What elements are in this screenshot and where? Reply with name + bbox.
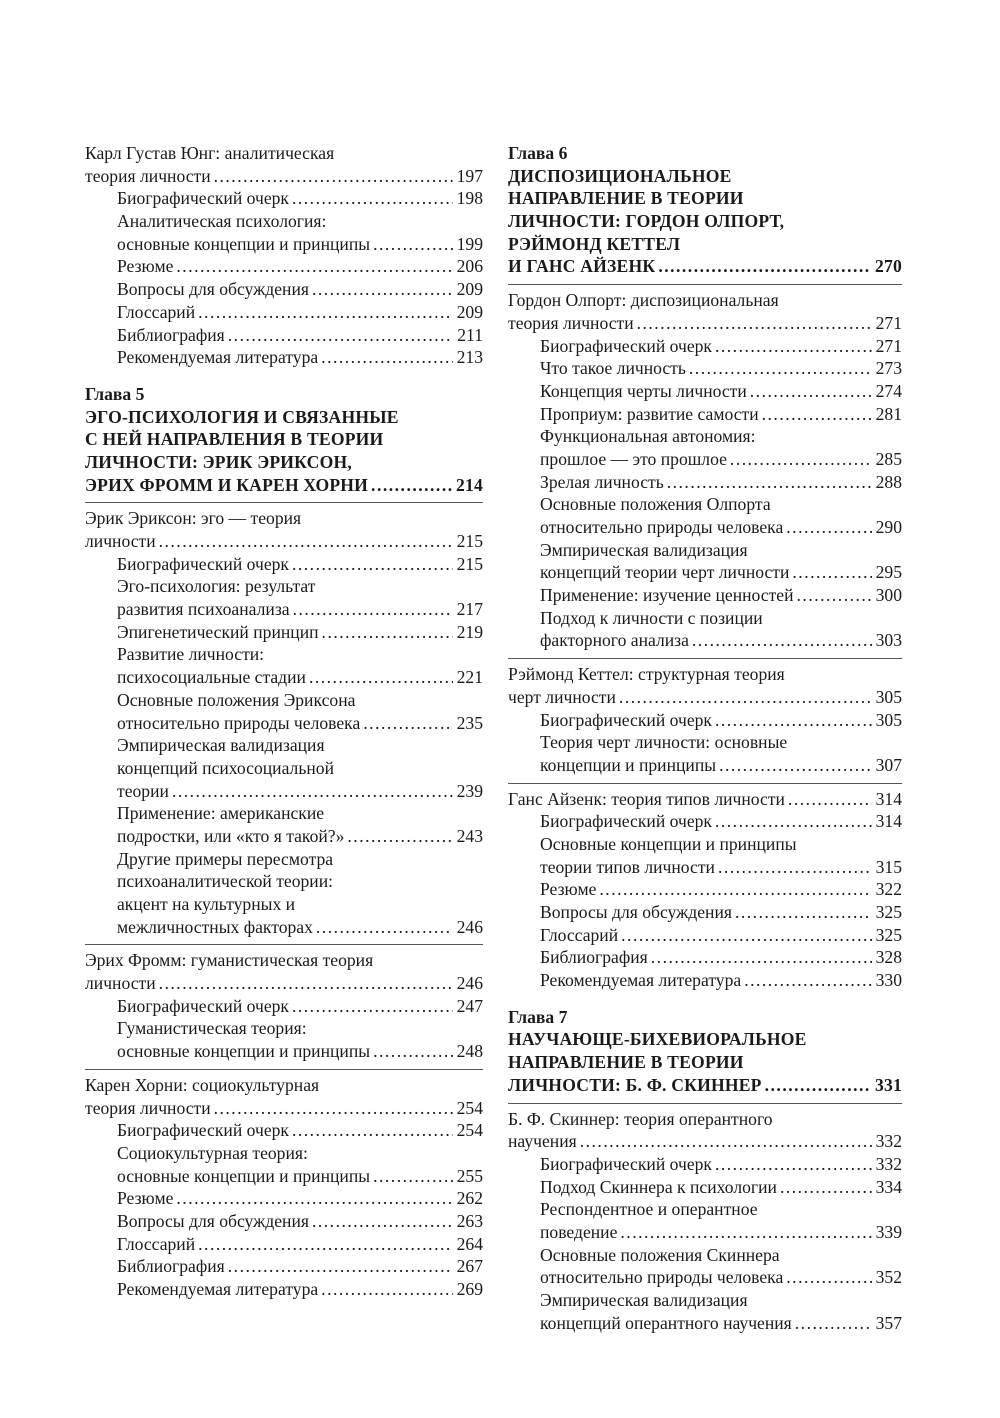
- page-number: 325: [875, 924, 902, 945]
- page-number: 330: [875, 970, 902, 991]
- page-number: 285: [875, 448, 902, 469]
- section-divider: [508, 284, 902, 285]
- page-number: 209: [456, 301, 483, 322]
- page-number: 211: [457, 324, 483, 345]
- page-number: 322: [875, 879, 902, 900]
- page-number: 246: [456, 916, 483, 937]
- toc-entry-part: Эмпирическая валидизация: [540, 539, 748, 560]
- page-number: 332: [875, 1153, 902, 1174]
- toc-entry[interactable]: развития психоанализа ..... 217: [85, 598, 483, 621]
- page-number: 288: [875, 471, 902, 492]
- toc-entry-author: Б. Ф. Скиннер: теория оперантного: [508, 1108, 773, 1129]
- toc-entry[interactable]: поведение ..... 339: [508, 1221, 902, 1244]
- toc-entry[interactable]: Глоссарий ..... 209: [85, 301, 483, 324]
- page-number: 305: [875, 709, 902, 730]
- page-number: 214: [456, 474, 483, 495]
- toc-entry[interactable]: Эпигенетический принцип ..... 219: [85, 621, 483, 644]
- toc-entry[interactable]: Библиография ..... 328: [508, 946, 902, 969]
- toc-entry[interactable]: концепций оперантного научения ..... 357: [508, 1312, 902, 1335]
- page-number: 271: [875, 335, 902, 356]
- toc-entry[interactable]: Вопросы для обсуждения ..... 325: [508, 901, 902, 924]
- chapter-title-entry[interactable]: И ГАНС АЙЗЕНК ..... 270: [508, 255, 902, 278]
- page-number: 274: [875, 380, 902, 401]
- section-divider: [508, 658, 902, 659]
- toc-right-column: [508, 142, 902, 1334]
- toc-entry[interactable]: Биографический очерк ..... 254: [85, 1119, 483, 1142]
- page-number: 267: [456, 1256, 483, 1277]
- toc-entry-author: Карен Хорни: социокультурная: [85, 1074, 320, 1095]
- page-number: 270: [875, 256, 902, 277]
- page-number: 314: [875, 788, 902, 809]
- toc-entry-author: Эрих Фромм: гуманистическая теория: [85, 950, 374, 971]
- toc-entry-part: концепций психосоциальной: [117, 757, 334, 778]
- page-number: 219: [456, 621, 483, 642]
- page-number: 357: [875, 1312, 902, 1333]
- toc-entry[interactable]: Глоссарий ..... 264: [85, 1233, 483, 1256]
- toc-entry[interactable]: Ганс Айзенк: теория типов личности ..... 314: [508, 788, 902, 811]
- page-number: 247: [456, 995, 483, 1016]
- section-divider: [85, 1069, 483, 1070]
- toc-entry[interactable]: Проприум: развитие самости ..... 281: [508, 403, 902, 426]
- section-divider: [508, 783, 902, 784]
- page-number: 217: [456, 599, 483, 620]
- page-number: 198: [456, 188, 483, 209]
- page-number: 239: [456, 780, 483, 801]
- toc-entry-part: Основные концепции и принципы: [540, 833, 797, 854]
- page-number: 215: [456, 553, 483, 574]
- page-number: 209: [456, 279, 483, 300]
- toc-entry[interactable]: Биографический очерк ..... 215: [85, 553, 483, 576]
- toc-entry[interactable]: Биографический очерк ..... 247: [85, 995, 483, 1018]
- section-divider: [85, 502, 483, 503]
- chapter-label: Глава 6: [508, 143, 568, 163]
- toc-entry[interactable]: научения ..... 332: [508, 1130, 902, 1153]
- page-number: 325: [875, 902, 902, 922]
- toc-entry-part: Эго-психология: результат: [117, 576, 316, 597]
- toc-entry[interactable]: относительно природы человека ..... 290: [508, 516, 902, 539]
- page-number: 235: [456, 712, 483, 733]
- toc-entry-part: Социокультурная теория:: [117, 1142, 308, 1163]
- toc-entry[interactable]: относительно природы человека ..... 235: [85, 712, 483, 735]
- toc-entry-author: Рэймонд Кеттел: структурная теория: [508, 664, 785, 685]
- chapter-title-line: ЭГО-ПСИХОЛОГИЯ И СВЯЗАННЫЕ: [85, 406, 399, 427]
- toc-entry[interactable]: личности ..... 246: [85, 972, 483, 995]
- section-divider: [85, 944, 483, 945]
- toc-entry[interactable]: Рекомендуемая литература ..... 213: [85, 346, 483, 369]
- page-number: 221: [456, 667, 483, 688]
- toc-entry[interactable]: теория личности ..... 197: [85, 165, 483, 188]
- toc-entry-part: Основные положения Эриксона: [117, 689, 356, 710]
- page-number: 199: [456, 233, 483, 254]
- toc-entry[interactable]: теория личности ..... 271: [508, 312, 902, 335]
- toc-entry-part: Эмпирическая валидизация: [540, 1290, 748, 1310]
- toc-entry-part: Теория черт личности: основные: [540, 732, 788, 753]
- page-number: 215: [456, 531, 483, 551]
- toc-entry[interactable]: Что такое личность ..... 273: [508, 357, 902, 380]
- toc-entry-author: Карл Густав Юнг: аналитическая: [85, 143, 335, 163]
- toc-entry-part: Основные положения Олпорта: [540, 494, 771, 515]
- chapter-title-line: РЭЙМОНД КЕТТЕЛ: [508, 233, 681, 254]
- toc-entry[interactable]: психосоциальные стадии ..... 221: [85, 666, 483, 689]
- page-number: 315: [875, 856, 902, 877]
- toc-entry[interactable]: Концепция черты личности ..... 274: [508, 380, 902, 403]
- toc-entry[interactable]: факторного анализа ..... 303: [508, 629, 902, 652]
- chapter-title-entry[interactable]: ЭРИХ ФРОММ И КАРЕН ХОРНИ ..... 214: [85, 474, 483, 497]
- chapter-title-line: ЛИЧНОСТИ: ГОРДОН ОЛПОРТ,: [508, 211, 785, 232]
- toc-entry[interactable]: Библиография ..... 211: [85, 324, 483, 347]
- toc-entry[interactable]: подростки, или «кто я такой?» ..... 243: [85, 825, 483, 848]
- toc-entry[interactable]: Вопросы для обсуждения ..... 209: [85, 278, 483, 301]
- chapter-title-line: НАУЧАЮЩЕ-БИХЕВИОРАЛЬНОЕ: [508, 1029, 807, 1050]
- toc-entry-part: Аналитическая психология:: [117, 211, 327, 232]
- page-number: 273: [875, 358, 902, 379]
- toc-entry[interactable]: Библиография ..... 267: [85, 1255, 483, 1278]
- page-number: 339: [875, 1221, 902, 1242]
- chapter-title-line: ДИСПОЗИЦИОНАЛЬНОЕ: [508, 165, 732, 186]
- toc-entry[interactable]: Биографический очерк ..... 305: [508, 709, 902, 732]
- page-number: 206: [456, 256, 483, 277]
- toc-entry-part: Функциональная автономия:: [540, 426, 756, 447]
- toc-entry[interactable]: личности ..... 215: [85, 530, 483, 553]
- page-number: 314: [875, 811, 902, 832]
- toc-entry[interactable]: Глоссарий ..... 325: [508, 924, 902, 947]
- chapter-title-line: ЛИЧНОСТИ: ЭРИК ЭРИКСОН,: [85, 451, 352, 472]
- toc-entry[interactable]: основные концепции и принципы ..... 199: [85, 233, 483, 256]
- toc-entry[interactable]: Рекомендуемая литература ..... 269: [85, 1278, 483, 1301]
- toc-entry[interactable]: Рекомендуемая литература ..... 330: [508, 969, 902, 992]
- toc-entry[interactable]: Применение: изучение ценностей ..... 300: [508, 584, 902, 607]
- page-number: 269: [456, 1279, 483, 1299]
- page-number: 254: [456, 1097, 483, 1118]
- page-number: 197: [456, 165, 483, 186]
- page-number: 334: [875, 1176, 902, 1197]
- page-number: 254: [456, 1120, 483, 1141]
- toc-entry-part: Основные положения Скиннера: [540, 1244, 780, 1265]
- chapter-label: Глава 7: [508, 1006, 568, 1027]
- toc-entry[interactable]: концепций теории черт личности ..... 295: [508, 561, 902, 584]
- page-number: 331: [875, 1074, 902, 1095]
- toc-entry[interactable]: Резюме ..... 322: [508, 878, 902, 901]
- toc-entry[interactable]: основные концепции и принципы ..... 248: [85, 1040, 483, 1063]
- page-number: 271: [875, 312, 902, 333]
- toc-entry-part: Развитие личности:: [117, 644, 265, 665]
- page-number: 307: [875, 754, 902, 775]
- toc-entry[interactable]: Биографический очерк ..... 314: [508, 810, 902, 833]
- toc-entry[interactable]: прошлое — это прошлое ..... 285: [508, 448, 902, 471]
- toc-entry-part: Респондентное и оперантное: [540, 1199, 758, 1220]
- toc-entry-part: Эмпирическая валидизация: [117, 735, 325, 756]
- toc-entry-part: Другие примеры пересмотра: [117, 848, 334, 869]
- toc-entry[interactable]: Биографический очерк ..... 198: [85, 187, 483, 210]
- toc-entry-part: психоаналитической теории:: [117, 871, 334, 892]
- page-number: 303: [875, 630, 902, 651]
- toc-entry-part: Подход к личности с позиции: [540, 607, 763, 628]
- toc-entry[interactable]: межличностных факторах ..... 246: [85, 916, 483, 939]
- chapter-title-line: НАПРАВЛЕНИЕ В ТЕОРИИ: [508, 188, 744, 209]
- toc-entry[interactable]: теория личности ..... 254: [85, 1097, 483, 1120]
- toc-entry[interactable]: Вопросы для обсуждения ..... 263: [85, 1210, 483, 1233]
- toc-entry[interactable]: Биографический очерк ..... 332: [508, 1153, 902, 1176]
- toc-entry[interactable]: концепции и принципы ..... 307: [508, 754, 902, 777]
- toc-entry[interactable]: основные концепции и принципы ..... 255: [85, 1165, 483, 1188]
- page-number: 328: [875, 947, 902, 968]
- page-number: 246: [456, 973, 483, 994]
- page-number: 263: [456, 1210, 483, 1231]
- section-divider: [508, 1103, 902, 1104]
- toc-left-column: [85, 142, 483, 1301]
- toc-entry-part: Гуманистическая теория:: [117, 1018, 307, 1039]
- toc-entry[interactable]: Подход Скиннера к психологии ..... 334: [508, 1176, 902, 1199]
- toc-entry[interactable]: Зрелая личность ..... 288: [508, 471, 902, 494]
- page-number: 290: [875, 517, 902, 537]
- toc-entry-author: Гордон Олпорт: диспозициональная: [508, 290, 779, 311]
- page-number: 264: [456, 1233, 483, 1254]
- chapter-label: Глава 5: [85, 383, 145, 404]
- toc-entry[interactable]: теории типов личности ..... 315: [508, 856, 902, 879]
- page-number: 352: [875, 1267, 902, 1288]
- toc-entry[interactable]: относительно природы человека ..... 352: [508, 1266, 902, 1289]
- page-number: 262: [456, 1188, 483, 1209]
- chapter-title-entry[interactable]: ЛИЧНОСТИ: Б. Ф. СКИННЕР ..... 331: [508, 1074, 902, 1097]
- toc-entry[interactable]: Биографический очерк ..... 271: [508, 335, 902, 358]
- chapter-title-line: С НЕЙ НАПРАВЛЕНИЯ В ТЕОРИИ: [85, 429, 384, 450]
- page-number: 305: [875, 686, 902, 707]
- toc-entry-part: Применение: американские: [117, 803, 325, 824]
- page-number: 255: [456, 1165, 483, 1186]
- toc-entry-part: акцент на культурных и: [117, 894, 296, 914]
- toc-entry-author: Эрик Эриксон: эго — теория: [85, 508, 302, 529]
- page-number: 281: [875, 403, 902, 424]
- toc-entry[interactable]: Резюме ..... 206: [85, 255, 483, 278]
- page-number: 300: [875, 585, 902, 606]
- page-number: 332: [875, 1131, 902, 1152]
- page-number: 213: [456, 347, 483, 368]
- page-number: 243: [456, 825, 483, 846]
- page-number: 295: [875, 562, 902, 583]
- toc-entry[interactable]: теории ..... 239: [85, 780, 483, 803]
- chapter-title-line: НАПРАВЛЕНИЕ В ТЕОРИИ: [508, 1052, 744, 1073]
- page-number: 248: [456, 1041, 483, 1062]
- toc-entry[interactable]: Резюме ..... 262: [85, 1187, 483, 1210]
- toc-entry[interactable]: черт личности ..... 305: [508, 686, 902, 709]
